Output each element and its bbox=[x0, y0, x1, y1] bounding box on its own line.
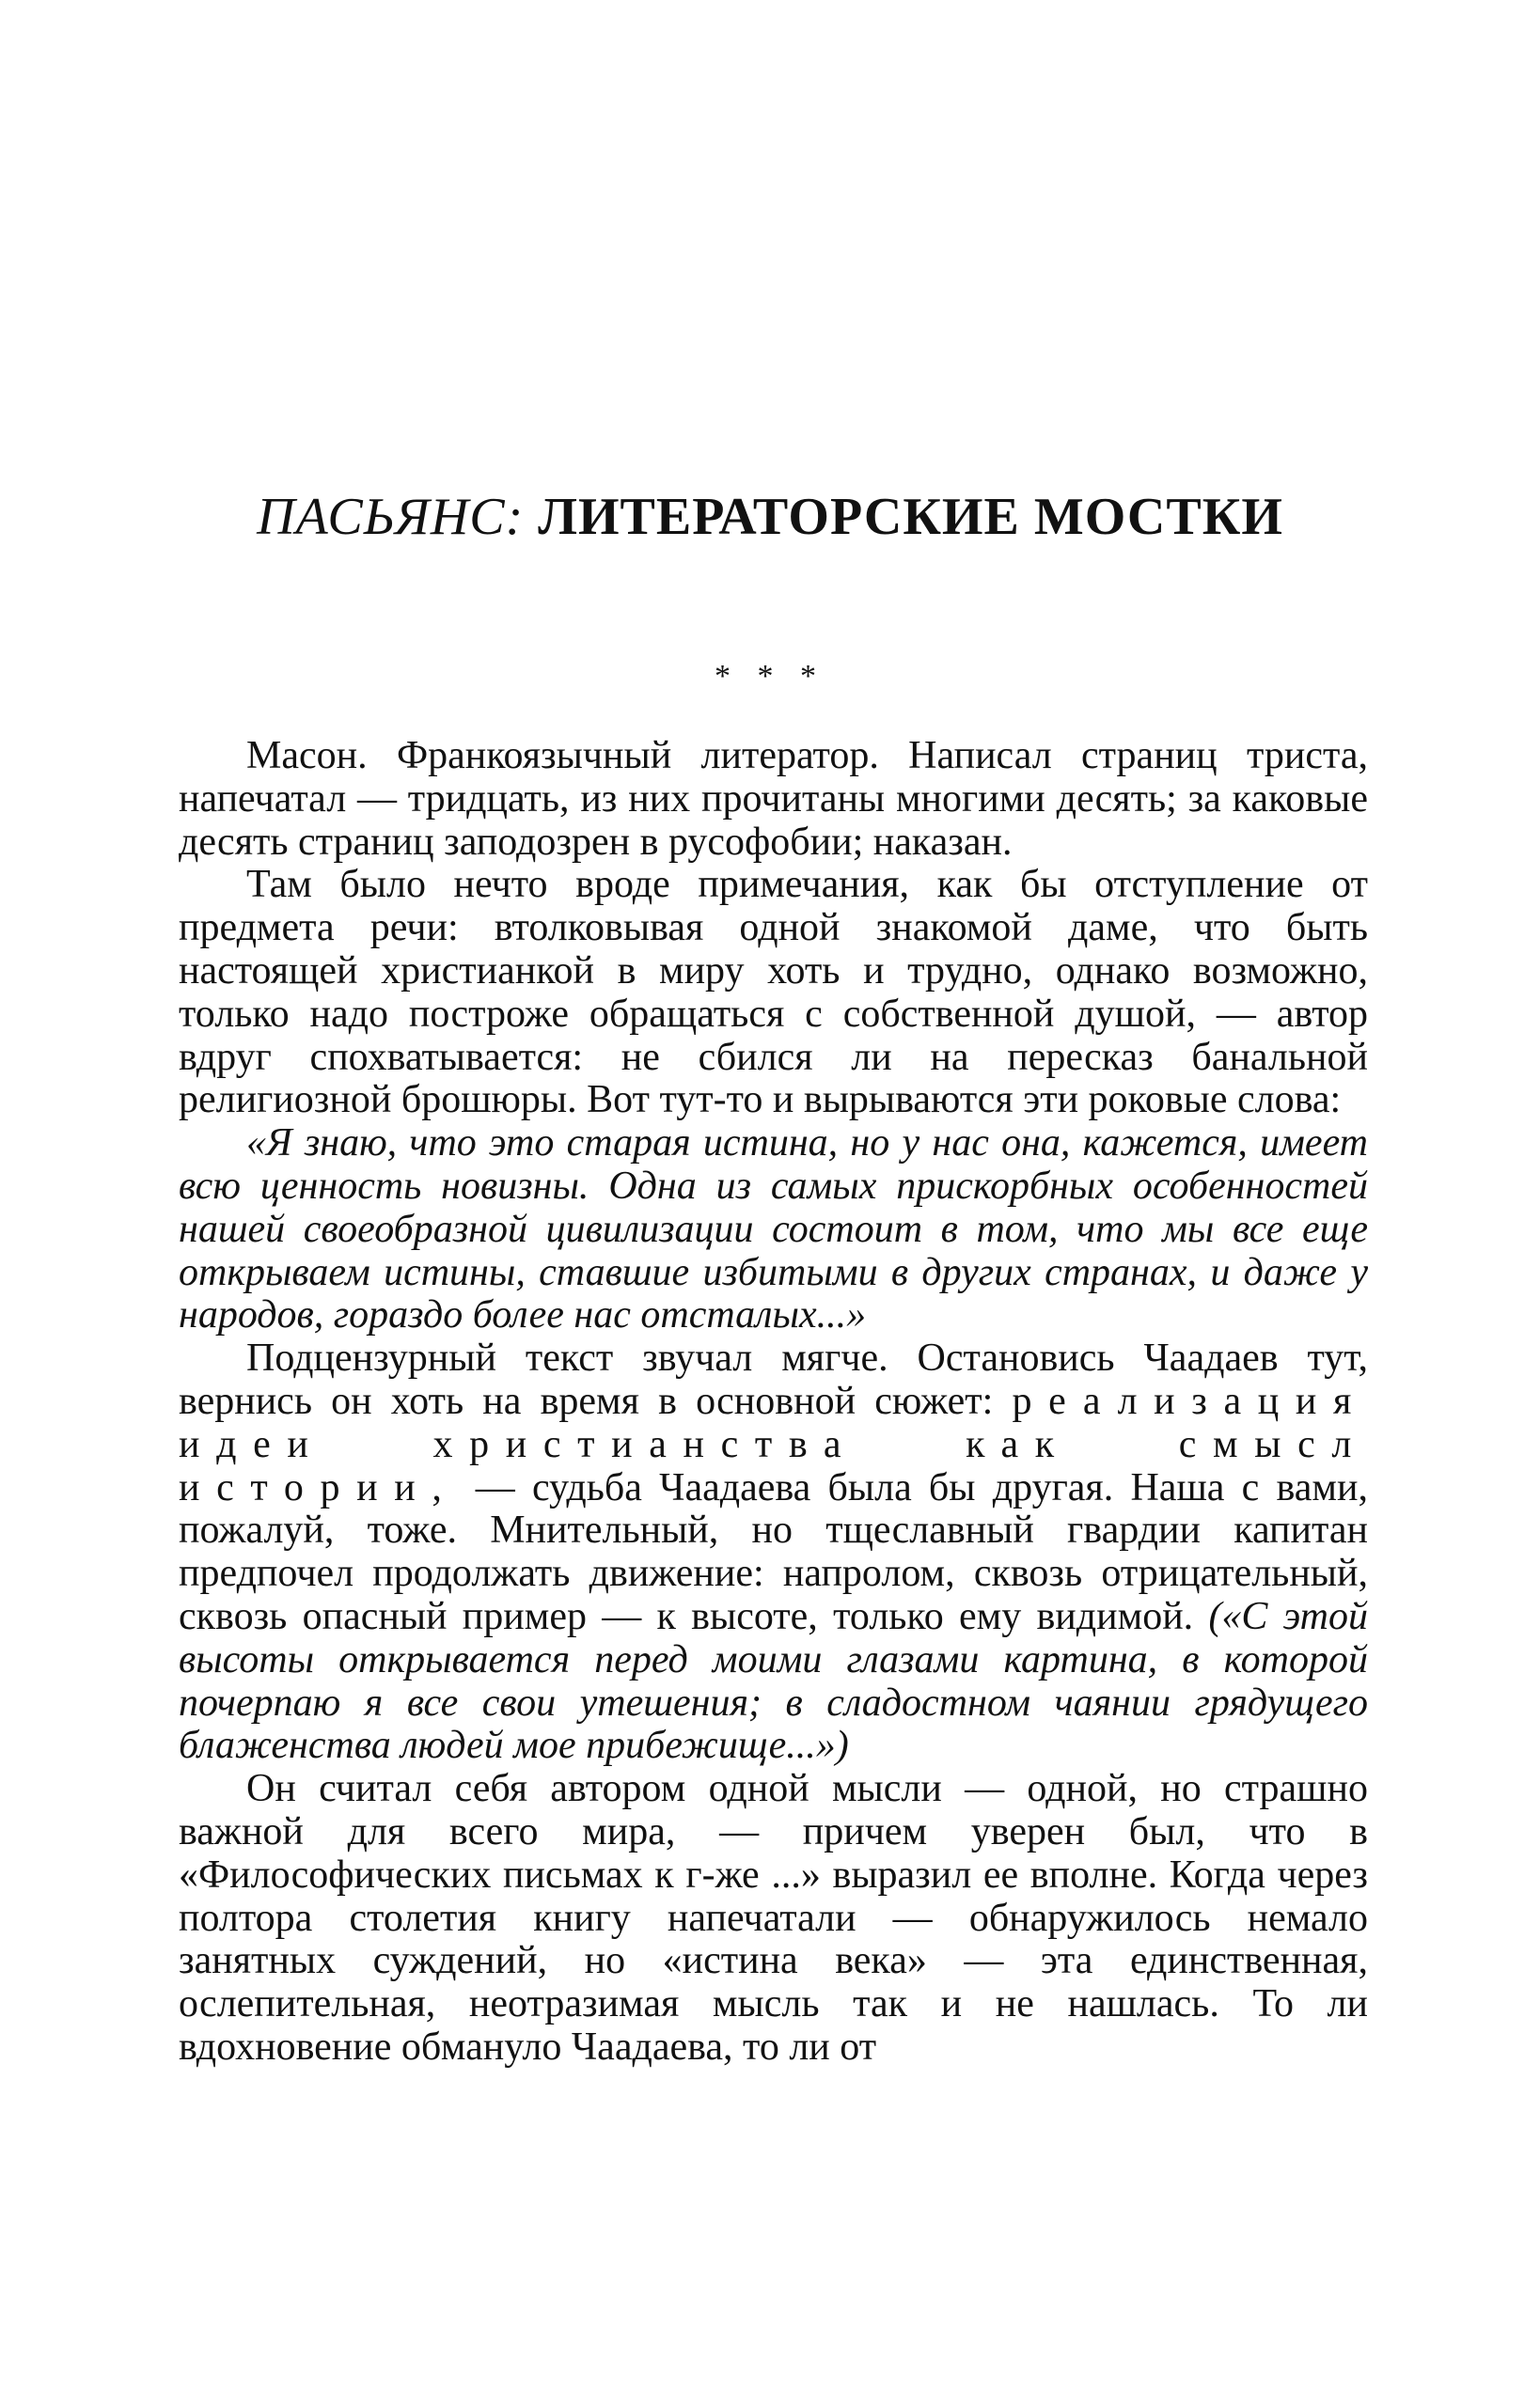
body-text bbox=[179, 735, 1368, 2070]
paragraph-4-middle: — судьба Чаадаева была бы другая. Наша с вами, пожалуй, тоже. Мнительный, но тщеславный гвардии капитан предпочел продолжать движение: напролом, сквозь отрицательный, сквозь опасный пример — к высоте, только ему видимой. bbox=[179, 1465, 1368, 1638]
chapter-title-italic: ПАСЬЯНС: bbox=[257, 488, 525, 546]
paragraph-1: Масон. Франкоязычный литератор. Написал страниц триста, напечатал — тридцать, из них прочитаны многими десять; за каковые десять страниц заподозрен в русофобии; наказан. bbox=[179, 734, 1368, 864]
paragraph-4-italic-quote: («С этой высоты открывается перед моими глазами картина, в которой почерпаю я все свои утешения; в сладостном чаянии грядущего блаженства людей мое прибежище...») bbox=[179, 1594, 1368, 1768]
paragraph-2: Там было нечто вроде примечания, как бы отступление от предмета речи: втолковывая одной знакомой даме, что быть настоящей христианкой в миру хоть и трудно, однако возможно, только надо построже обращаться с собственной душой, — автор вдруг спохватывается: не сбился ли на пересказ банальной религиозной брошюры. Вот тут-то и вырываются эти роковые слова: bbox=[179, 863, 1368, 1122]
section-separator: * * * bbox=[715, 659, 825, 694]
chapter-title-bold: ЛИТЕРАТОРСКИЕ МОСТКИ bbox=[538, 488, 1283, 546]
paragraph-4-start: Подцензурный текст звучал мягче. Остановись Чаадаев тут, вернись он хоть на время в основной сюжет: bbox=[179, 1337, 1368, 1423]
quote-paragraph: «Я знаю, что это старая истина, но у нас она, кажется, имеет всю ценность новизны. Одна из самых прискорбных особенностей нашей своеобразной цивилизации состоит в том, что мы все еще открываем истины, ставшие избитыми в других странах, и даже у народов, гораздо более нас отсталых...» bbox=[179, 1121, 1368, 1337]
paragraph-4 bbox=[179, 1337, 1368, 1768]
paragraph-4-spaced-phrase: реализация идеи христианства как смысл истории, bbox=[179, 1379, 1368, 1509]
paragraph-5: Он считал себя автором одной мысли — одной, но страшно важной для всего мира, — причем уверен был, что в «Философических письмах к г-же ...» выразил ее вполне. Когда через полтора столетия книгу напечатали — обнаружилось немало занятных суждений, но «истина века» — эта единственная, ослепительная, неотразимая мысль так и не нашлась. То ли вдохновение обмануло Чаадаева, то ли от bbox=[179, 1767, 1368, 2069]
chapter-title bbox=[0, 484, 1540, 550]
